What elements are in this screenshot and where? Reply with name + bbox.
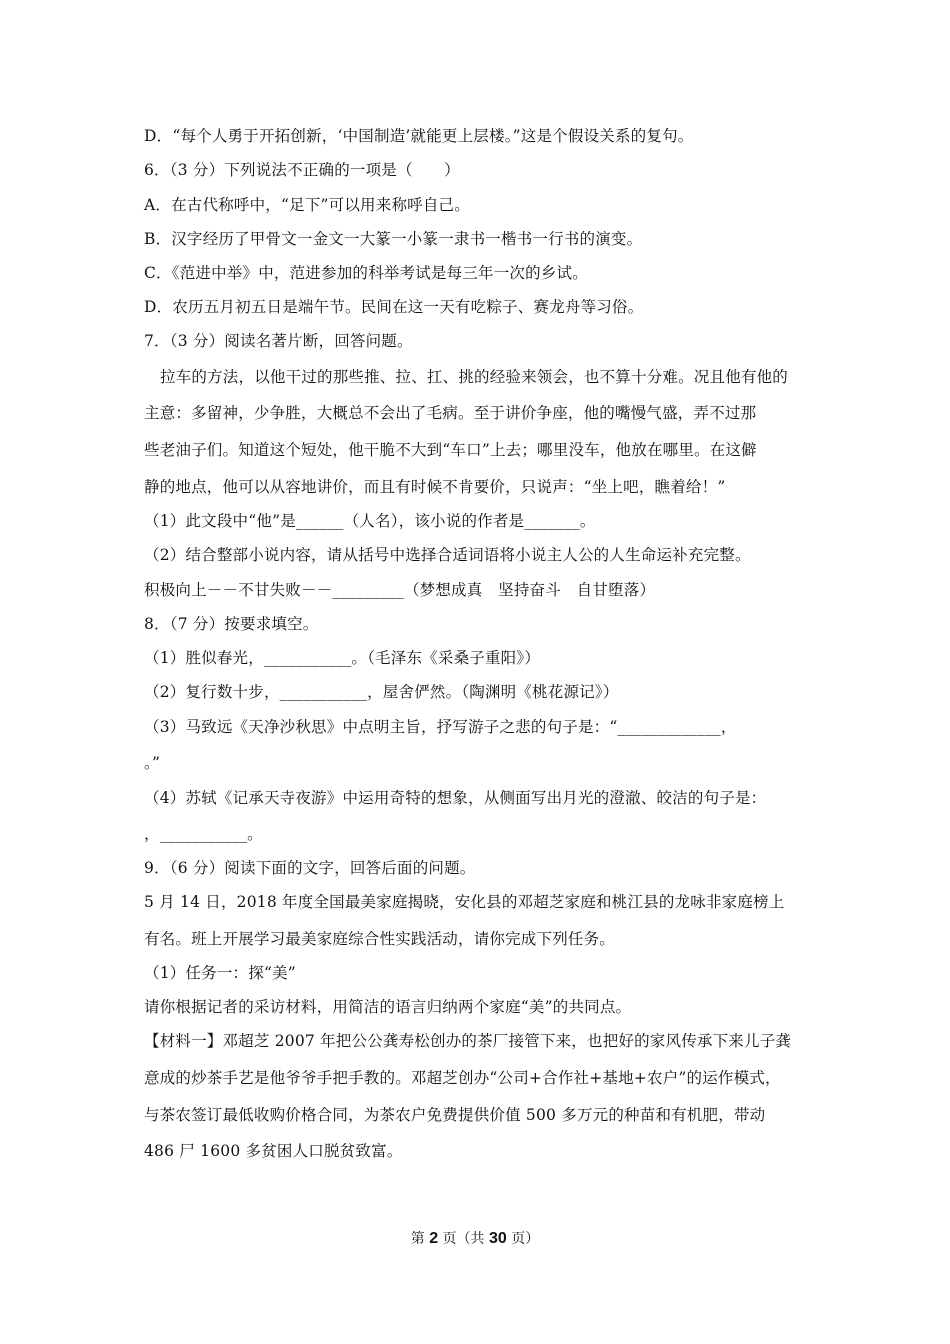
task-1-instruction: 请你根据记者的采访材料，用简洁的语言归纳两个家庭“美”的共同点。 [144, 998, 632, 1016]
question-6-option-b: B．汉字经历了甲骨文一金文一大篆一小篆一隶书一楷书一行书的演变。 [144, 230, 643, 248]
material-1-line-3: 与茶农签订最低收购价格合同，为茶农户免费提供价值 500 多万元的种苗和有机肥，带动 [144, 1106, 766, 1124]
footer-total-pages: 30 [489, 1230, 507, 1247]
passage-line-1: 拉车的方法，以他干过的那些推、拉、扛、挑的经验来领会，也不算十分难。况且他有他的 [160, 368, 789, 386]
question-7-part-1: （1）此文段中“他”是______（人名），该小说的作者是_______。 [144, 512, 596, 530]
question-8-part-4: （4）苏轼《记承天寺夜游》中运用奇特的想象，从侧面写出月光的澄澈、皎洁的句子是： [144, 789, 767, 807]
question-6-option-c: C．《范进中举》中，范进参加的科举考试是每三年一次的乡试。 [144, 264, 588, 282]
page-footer [0, 1229, 950, 1249]
passage-line-4: 静的地点，他可以从容地讲价，而且有时候不肯要价，只说声：“坐上吧，瞧着给！” [144, 478, 726, 496]
question-6-option-a: A．在古代称呼中，“足下”可以用来称呼自己。 [144, 196, 470, 214]
footer-page-number: 2 [429, 1230, 439, 1247]
question-8-part-3-cont: 。” [144, 754, 161, 772]
question-7-part-2: （2）结合整部小说内容，请从括号中选择合适词语将小说主人公的人生命运补充完整。 [144, 546, 751, 564]
material-1-line-2: 意成的炒茶手艺是他爷爷手把手教的。邓超芝创办“公司+合作社+基地+农户”的运作模式， [144, 1069, 781, 1087]
question-8-part-3: （3）马致远《天净沙秋思》中点明主旨，抒写游子之悲的句子是：“_____________， [144, 718, 737, 736]
question-7-part-2-blank: 积极向上－－不甘失败－－_________（梦想成真 坚持奋斗 自甘堕落） [144, 581, 656, 599]
footer-middle: 页（共 [442, 1231, 485, 1247]
question-8-part-4-cont: ，___________。 [144, 825, 263, 843]
material-1-line-1: 【材料一】邓超芝 2007 年把公公龚寿松创办的茶厂接管下来，也把好的家风传承下来儿子龚 [144, 1032, 792, 1050]
question-6-title: 6．（3 分）下列说法不正确的一项是（ ） [144, 161, 460, 179]
question-8-part-1: （1）胜似春光，___________。（毛泽东《采桑子重阳》） [144, 649, 541, 667]
question-8-title: 8．（7 分）按要求填空。 [144, 615, 319, 633]
footer-suffix: 页） [511, 1231, 540, 1247]
question-6-option-d: D．农历五月初五日是端午节。民间在这一天有吃粽子、赛龙舟等习俗。 [144, 298, 644, 316]
question-9-title: 9．（6 分）阅读下面的文字，回答后面的问题。 [144, 859, 476, 877]
option-6d-previous: D．“每个人勇于开拓创新，‘中国制造’就能更上层楼。”这是个假设关系的复句。 [144, 127, 694, 145]
passage-line-2: 主意：多留神，少争胜，大概总不会出了毛病。至于讲价争座，他的嘴慢气盛，弄不过那 [144, 404, 757, 422]
question-7-title: 7．（3 分）阅读名著片断，回答问题。 [144, 332, 413, 350]
material-1-line-4: 486 尸 1600 多贫困人口脱贫致富。 [144, 1142, 403, 1160]
footer-prefix: 第 [410, 1231, 425, 1247]
question-9-intro-2: 有名。班上开展学习最美家庭综合性实践活动，请你完成下列任务。 [144, 930, 616, 948]
task-1-title: （1）任务一：探“美” [144, 964, 296, 982]
question-9-intro-1: 5 月 14 日，2018 年度全国最美家庭揭晓，安化县的邓超芝家庭和桃江县的龙咏非家庭榜上 [144, 893, 785, 911]
question-8-part-2: （2）复行数十步，___________，屋舍俨然。（陶渊明《桃花源记》） [144, 683, 619, 701]
passage-line-3: 些老油子们。知道这个短处，他干脆不大到“车口”上去；哪里没车，他放在哪里。在这僻 [144, 441, 757, 459]
